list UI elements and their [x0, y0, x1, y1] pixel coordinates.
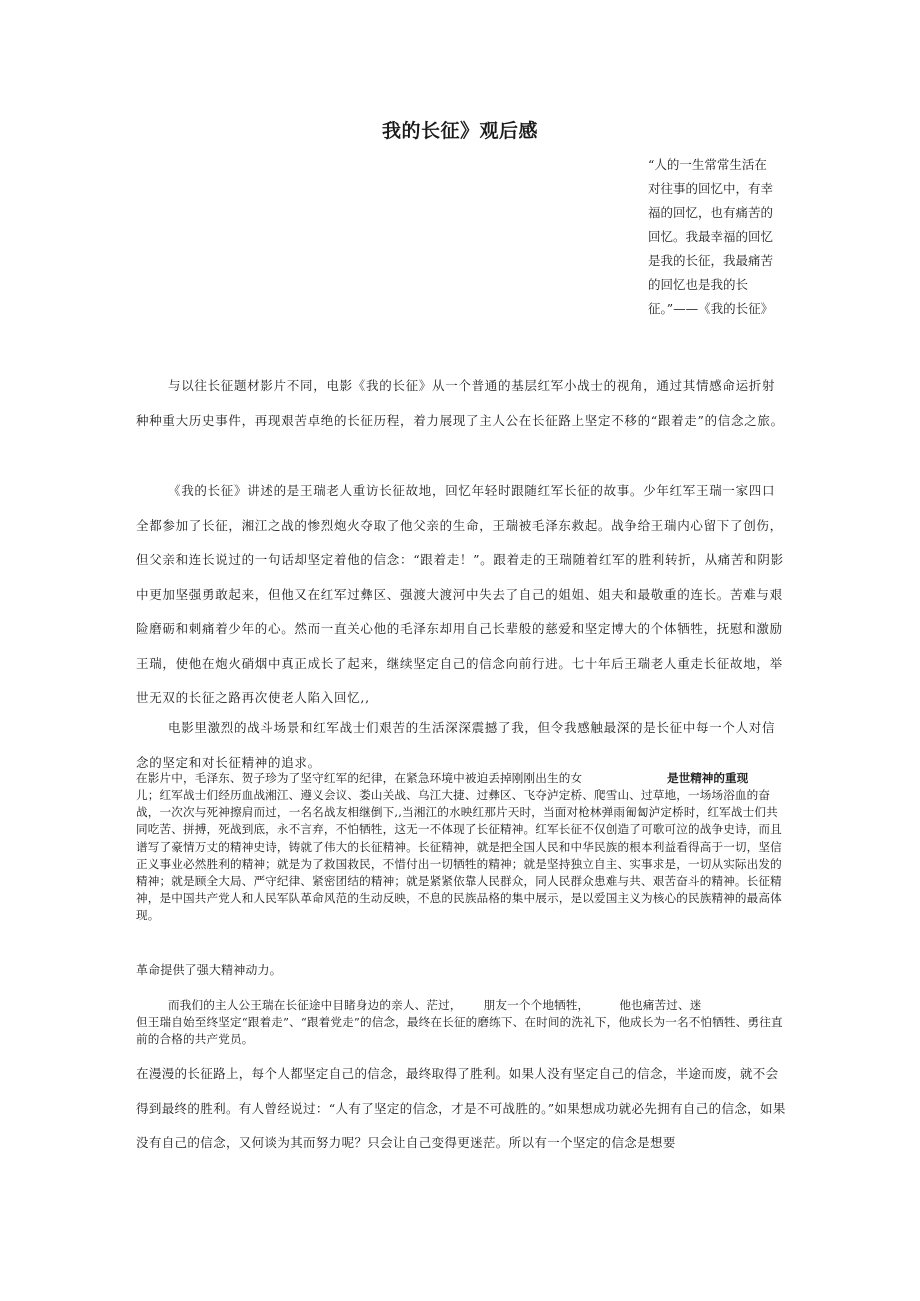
- paragraph-protagonist: 但王瑞自始至终坚定“跟着走”、“跟着党走”的信念，最终在长征的磨练下、在时间的洗礼下，他成长为一名不怕牺牲、勇往直前的合格的共产党员。: [136, 1015, 783, 1047]
- paragraph-belief: 在漫漫的长征路上，每个人都坚定自己的信念，最终取得了胜利。如果人没有坚定自己的信念，半途而废，就不会得到最终的胜利。有人曾经说过：“人有了坚定的信念，才是不可战胜的。”如果想成功就必先拥有自己的信念，如果没有自己的信念，又何谈为其而努力呢？只会让自己变得更迷茫。所以有一个坚定的信念是想要: [136, 1066, 786, 1150]
- text-fragment: 他也痛苦过、迷: [619, 998, 702, 1012]
- paragraph-spirit: 儿；红军战士们经历血战湘江、遵义会议、娄山关战、乌江大捷、过彝区、飞夺泸定桥、爬雪山、过草地，一场场浴血的奋战，一次次与死神擦肩而过，一名名战友相继倒下,,当湘江的水映红那片天时，当面对枪林弹雨匍匐泸定桥时，红军战士们共同吃苦、拼搏，死战到底，永不言弃，不怕牺牲，这无一不体现了长征精神。红军长征不仅创造了可歌可泣的战争史诗，而且谱写了豪情万丈的精神史诗，铸就了伟大的长征精神。长征精神，就是把全国人民和中华民族的根本利益看得高于一切，坚信正义事业必然胜利的精神；就是为了救国救民，不惜付出一切牺牲的精神；就是坚持独立自主、实事求是，一切从实际出发的精神；就是顾全大局、严守纪律、紧密团结的精神；就是紧紧依靠人民群众，同人民群众患难与共、艰苦奋斗的精神。长征精神，是中国共产党人和人民军队革命风范的生动反映，不息的民族品格的集中展示，是以爱国主义为核心的民族精神的最高体现。: [136, 788, 782, 923]
- paragraph-spirit-first-line: 在影片中，毛泽东、贺子珍为了坚守红军的纪律，在紧急环境中被迫丢掉刚刚出生的女: [136, 771, 583, 785]
- paragraph-intro: 与以往长征题材影片不同，电影《我的长征》从一个普通的基层红军小战士的视角，通过其情感命运折射种种重大历史事件，再现艰苦卓绝的长征历程，着力展现了主人公在长征路上坚定不移的“跟着走”的信念之旅。: [136, 378, 784, 428]
- text-fragment: 而我们的主人公王瑞在长征途中目睹身边的亲人、茫过，: [168, 998, 462, 1012]
- epigraph-quote: “人的一生常常生活在对往事的回忆中，有幸福的回忆，也有痛苦的回忆。我最幸福的回忆是我的长征，我最痛苦的回忆也是我的长征。”——《我的长征》: [648, 157, 774, 316]
- overlapping-side-text: 是世精神的重现: [667, 771, 749, 785]
- text-fragment: 朋友一个个地牺牲，: [483, 998, 590, 1012]
- paragraph-short-line: 革命提供了强大精神动力。: [136, 963, 282, 977]
- page-title: 我的长征》观后感: [381, 120, 538, 142]
- paragraph-story: 《我的长征》讲述的是王瑞老人重访长征故地，回忆年轻时跟随红军长征的故事。少年红军王瑞一家四口全都参加了长征，湘江之战的惨烈炮火夺取了他父亲的生命，王瑞被毛泽东救起。战争给王瑞内心留下了创伤，但父亲和连长说过的一句话却坚定着他的信念：“跟着走！”。跟着走的王瑞随着红军的胜利转折，从痛苦和阴影中更加坚强勇敢起来，但他又在红军过彝区、强渡大渡河中失去了自己的姐姐、姐夫和最敬重的连长。苦难与艰险磨砺和刺痛着少年的心。然而一直关心他的毛泽东却用自己长辈般的慈爱和坚定博大的个体牺牲，抚慰和激励王瑞，使他在炮火硝烟中真正成长了起来，继续坚定自己的信念向前行进。七十年后王瑞老人重走长征故地，举世无双的长征之路再次使老人陷入回忆,,: [136, 483, 784, 705]
- paragraph-protagonist-first-line: [136, 997, 786, 1014]
- paragraph-impression: 电影里激烈的战斗场景和红军战士们艰苦的生活深深震撼了我，但令我感触最深的是长征中每一个人对信念的坚定和对长征精神的追求。: [136, 720, 776, 770]
